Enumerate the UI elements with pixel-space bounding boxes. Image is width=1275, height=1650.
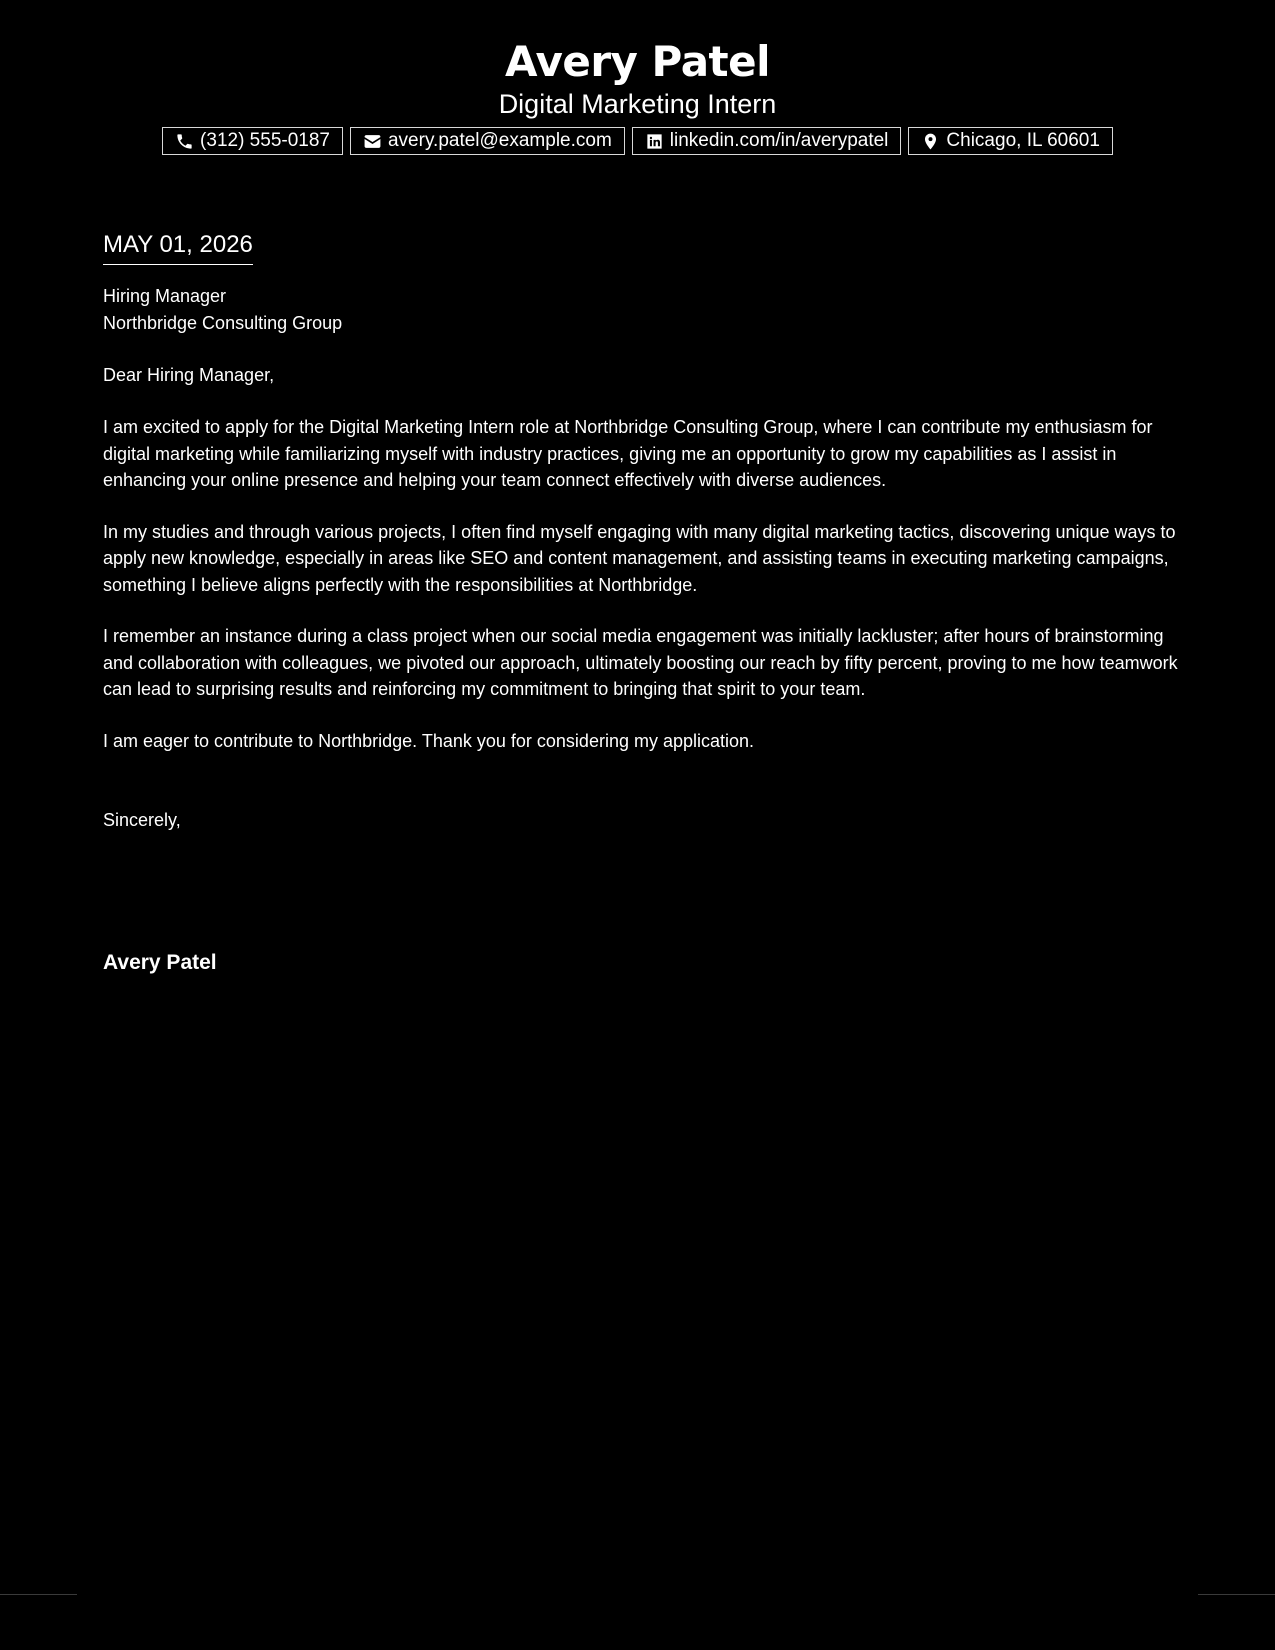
letter-date: MAY 01, 2026 [103, 228, 253, 265]
applicant-role: Digital Marketing Intern [498, 89, 777, 119]
recipient-title: Hiring Manager [103, 286, 227, 306]
linkedin-text: linkedin.com/in/averypatel [669, 130, 889, 151]
applicant-name: Avery Patel [504, 37, 771, 86]
phone-icon [175, 132, 194, 151]
salutation: Dear Hiring Manager, [103, 365, 275, 385]
body-paragraph: I am eager to contribute to Northbridge. Thank you for considering my application. [103, 730, 755, 751]
email-text: avery.patel@example.com [387, 130, 612, 151]
location-text: Chicago, IL 60601 [946, 130, 1100, 151]
footer-rule-left [0, 1594, 77, 1595]
contact-bar [0, 127, 1275, 155]
contact-phone[interactable] [162, 127, 343, 155]
envelope-icon [363, 132, 382, 151]
body-paragraph: I am excited to apply for the Digital Marketing Intern role at Northbridge Consulting Group, where I can contribute my enthusiasm for digital marketing while familiarizing myself with industry practices, giving me an opportunity to grow my capabilities as I assist in enhancing your online presence and helping your team connect effectively with diverse audiences. [103, 417, 1153, 490]
recipient-block [103, 283, 1183, 337]
recipient-company: Northbridge Consulting Group [103, 313, 343, 333]
letter-header [0, 36, 1275, 120]
body-paragraph: I remember an instance during a class project when our social media engagement was initially lackluster; after hours of brainstorming and collaboration with colleagues, we pivoted our approach, ultimately boosting our reach by fifty percent, proving to me how teamwork can lead to surprising results and reinforcing my commitment to bringing that spirit to your team. [103, 626, 1178, 699]
signature-name: Avery Patel [103, 951, 217, 974]
phone-text: (312) 555-0187 [200, 130, 330, 151]
contact-email[interactable] [350, 127, 625, 155]
map-pin-icon [921, 132, 940, 151]
linkedin-icon [645, 132, 664, 151]
closing: Sincerely, [103, 810, 181, 830]
contact-linkedin[interactable] [632, 127, 902, 155]
footer-rule-right [1198, 1594, 1275, 1595]
contact-location[interactable] [908, 127, 1113, 155]
letter-body [103, 228, 1183, 978]
body-paragraph: In my studies and through various projects, I often find myself engaging with many digital marketing tactics, discovering unique ways to apply new knowledge, especially in areas like SEO and content management, and assisting teams in executing marketing campaigns, something I believe aligns perfectly with the responsibilities at Northbridge. [103, 521, 1176, 595]
